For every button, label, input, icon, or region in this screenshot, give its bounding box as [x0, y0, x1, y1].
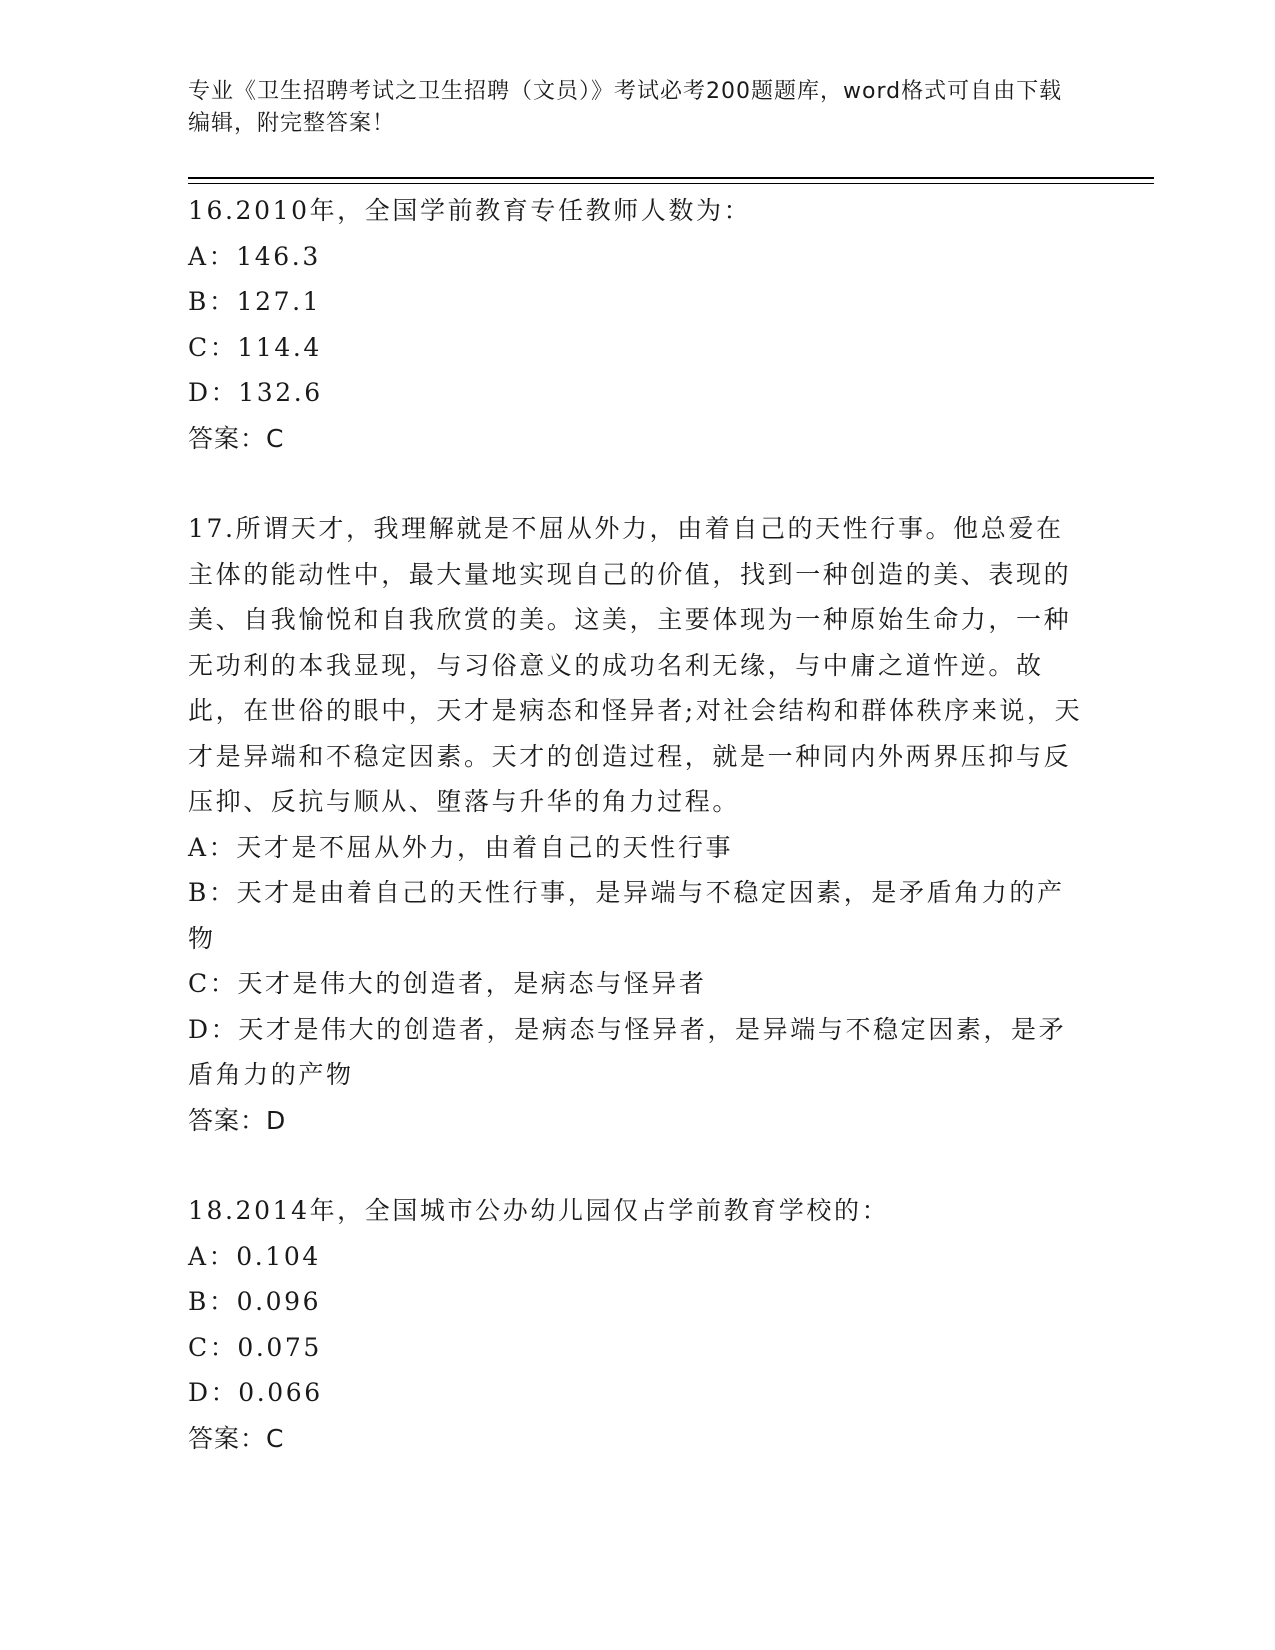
question-16: [188, 188, 1088, 461]
option-b: B：0.096: [188, 1287, 322, 1316]
option-a: A：天才是不屈从外力，由着自己的天性行事: [188, 832, 734, 862]
option-c: C：0.075: [188, 1332, 322, 1362]
option-a: A：146.3: [188, 241, 321, 271]
option-b: B：天才是由着自己的天性行事，是异端与不稳定因素，是矛盾角力的产物: [188, 878, 1065, 953]
option-d: D：0.066: [188, 1378, 323, 1407]
question-text: 17.所谓天才，我理解就是不屈从外力，由着自己的天性行事。他总爱在主体的能动性中，最大量地实现自己的价值，找到一种创造的美、表现的美、自我愉悦和自我欣赏的美。这美，主要体现为一种原始生命力，一种无功利的本我显现，与习俗意义的成功名利无缘，与中庸之道忤逆。故此，在世俗的眼中，天才是病态和怪异者;对社会结构和群体秩序来说，天才是异端和不稳定因素。天才的创造过程，就是一种同内外两界压抑与反压抑、反抗与顺从、堕落与升华的角力过程。: [188, 514, 1083, 816]
document-header: 专业《卫生招聘考试之卫生招聘（文员）》考试必考200题题库，word格式可自由下载编辑，附完整答案！: [188, 79, 1063, 136]
option-a: A：0.104: [188, 1241, 321, 1271]
header-divider-thin: [188, 183, 1154, 184]
option-b: B：127.1: [188, 287, 322, 316]
option-d: D：132.6: [188, 378, 323, 407]
question-list: [188, 188, 1088, 1461]
answer: 答案：C: [188, 1423, 285, 1453]
answer: 答案：D: [188, 1105, 287, 1135]
question-text: 18.2014年，全国城市公办幼儿园仅占学前教育学校的：: [188, 1196, 890, 1225]
header-divider-thick: [188, 177, 1154, 179]
answer: 答案：C: [188, 423, 285, 453]
question-text: 16.2010年，全国学前教育专任教师人数为：: [188, 196, 752, 225]
question-17: [188, 506, 1088, 1143]
question-18: [188, 1188, 1088, 1461]
option-c: C：天才是伟大的创造者，是病态与怪异者: [188, 969, 707, 998]
option-d: D：天才是伟大的创造者，是病态与怪异者，是异端与不稳定因素，是矛盾角力的产物: [188, 1014, 1067, 1089]
option-c: C：114.4: [188, 332, 322, 362]
